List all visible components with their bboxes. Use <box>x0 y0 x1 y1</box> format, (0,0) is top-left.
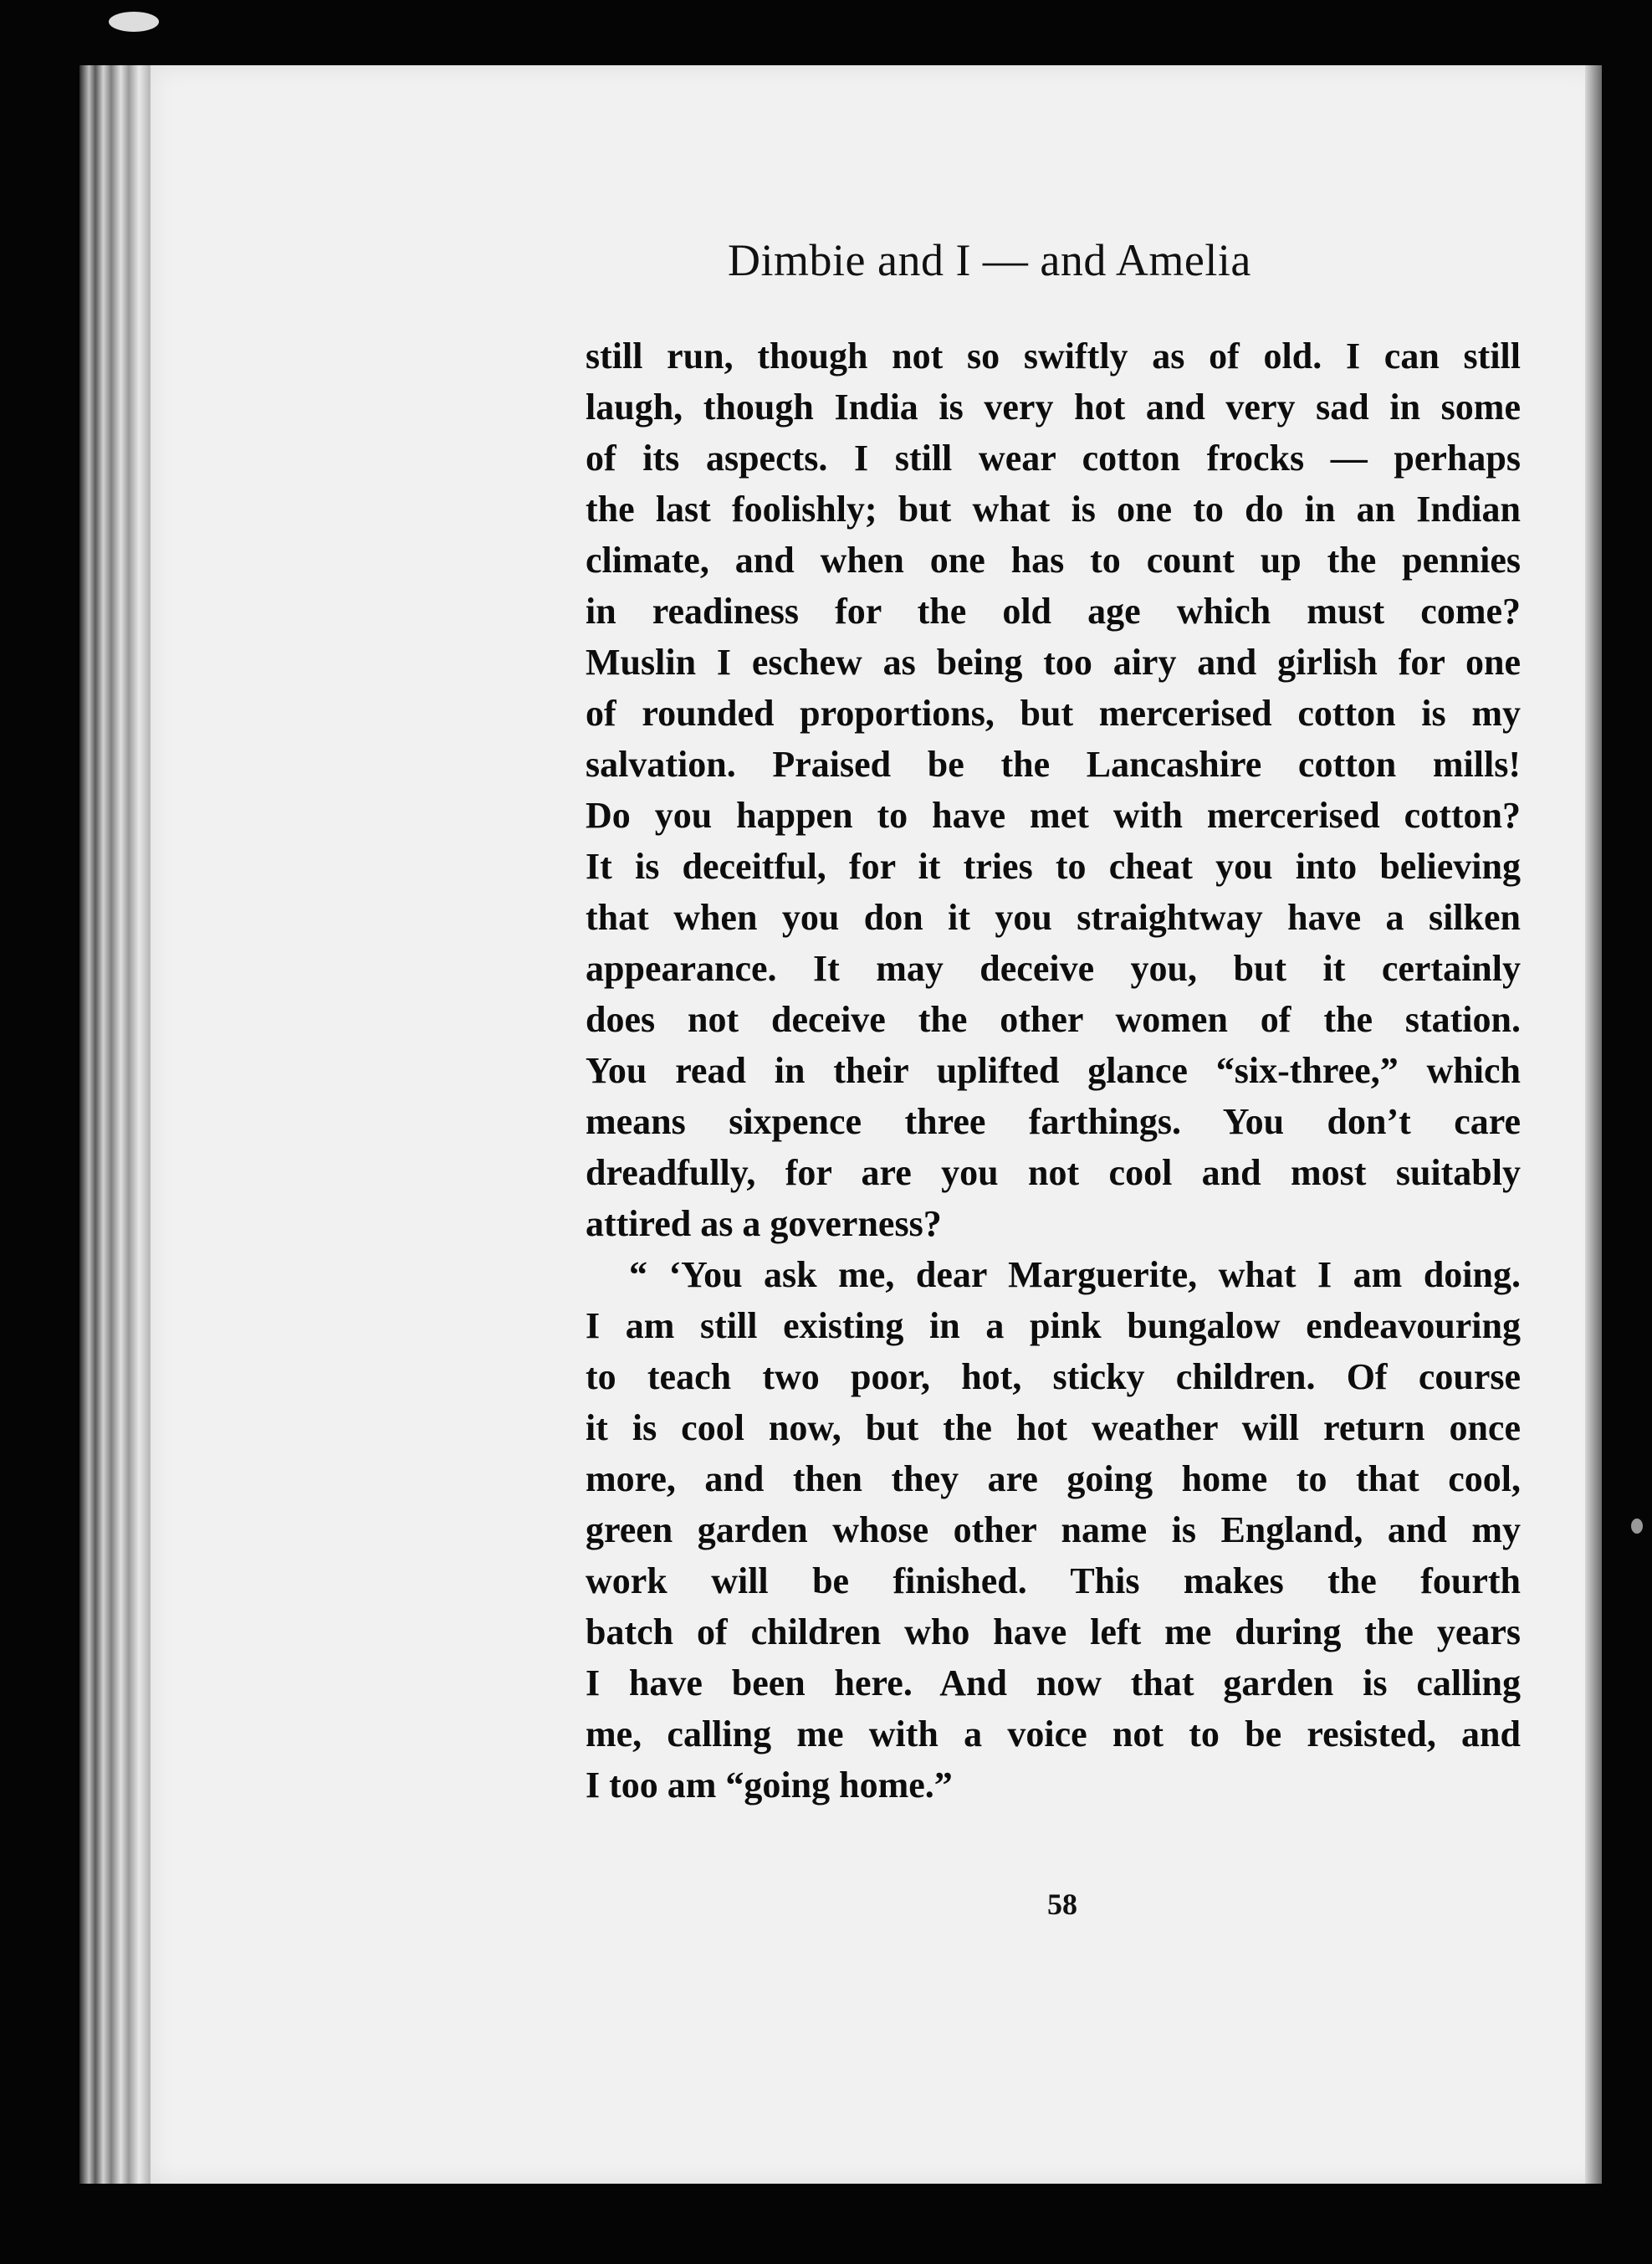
text-line: more, and then they are going home to that cool, <box>586 1458 1521 1499</box>
text-line: appearance. It may deceive you, but it certainly <box>586 948 1521 989</box>
text-line: “ ‘You ask me, dear Marguerite, what I am doing. <box>629 1254 1521 1295</box>
text-line: means sixpence three farthings. You don’t care <box>586 1101 1521 1142</box>
text-line: laugh, though India is very hot and very sad in some <box>586 387 1521 428</box>
scan-artifact <box>1631 1519 1643 1534</box>
text-line: I am still existing in a pink bungalow endeavouring <box>586 1305 1521 1346</box>
text-line: to teach two poor, hot, sticky children. Of course <box>586 1356 1521 1397</box>
page-right-edge <box>1585 65 1602 2184</box>
text-line: work will be finished. This makes the fourth <box>586 1560 1521 1601</box>
text-line: the last foolishly; but what is one to do in an Indian <box>586 489 1521 530</box>
text-line: attired as a governess? <box>586 1203 942 1244</box>
text-line: salvation. Praised be the Lancashire cotton mills! <box>586 744 1521 785</box>
text-line: still run, though not so swiftly as of old. I can still <box>586 336 1521 376</box>
page-edges <box>79 65 159 2184</box>
text-line: dreadfully, for are you not cool and most suitably <box>586 1152 1521 1193</box>
text-line: me, calling me with a voice not to be resisted, and <box>586 1713 1521 1754</box>
text-line: it is cool now, but the hot weather will return once <box>586 1407 1521 1448</box>
running-head: Dimbie and I — and Amelia <box>728 235 1251 285</box>
text-line: batch of children who have left me during the years <box>586 1611 1521 1652</box>
text-line: Muslin I eschew as being too airy and girlish for one <box>586 642 1521 683</box>
text-line: does not deceive the other women of the station. <box>586 999 1521 1040</box>
text-line: It is deceitful, for it tries to cheat you into believing <box>586 846 1521 887</box>
text-line: I have been here. And now that garden is calling <box>586 1662 1521 1703</box>
text-line: of its aspects. I still wear cotton frocks — perhaps <box>586 438 1521 479</box>
text-line: Do you happen to have met with mercerised cotton? <box>586 795 1521 836</box>
body-text <box>586 330 1521 1811</box>
text-line: I too am “going home.” <box>586 1765 953 1806</box>
scan-artifact <box>109 12 159 32</box>
text-line: in readiness for the old age which must come? <box>586 591 1521 632</box>
text-line: You read in their uplifted glance “six-three,” which <box>586 1050 1521 1091</box>
text-line: that when you don it you straightway have a silken <box>586 897 1521 938</box>
text-line: green garden whose other name is England, and my <box>586 1509 1521 1550</box>
text-line: climate, and when one has to count up the pennies <box>586 540 1521 581</box>
page-number: 58 <box>1047 1888 1077 1921</box>
text-line: of rounded proportions, but mercerised cotton is my <box>586 693 1521 734</box>
